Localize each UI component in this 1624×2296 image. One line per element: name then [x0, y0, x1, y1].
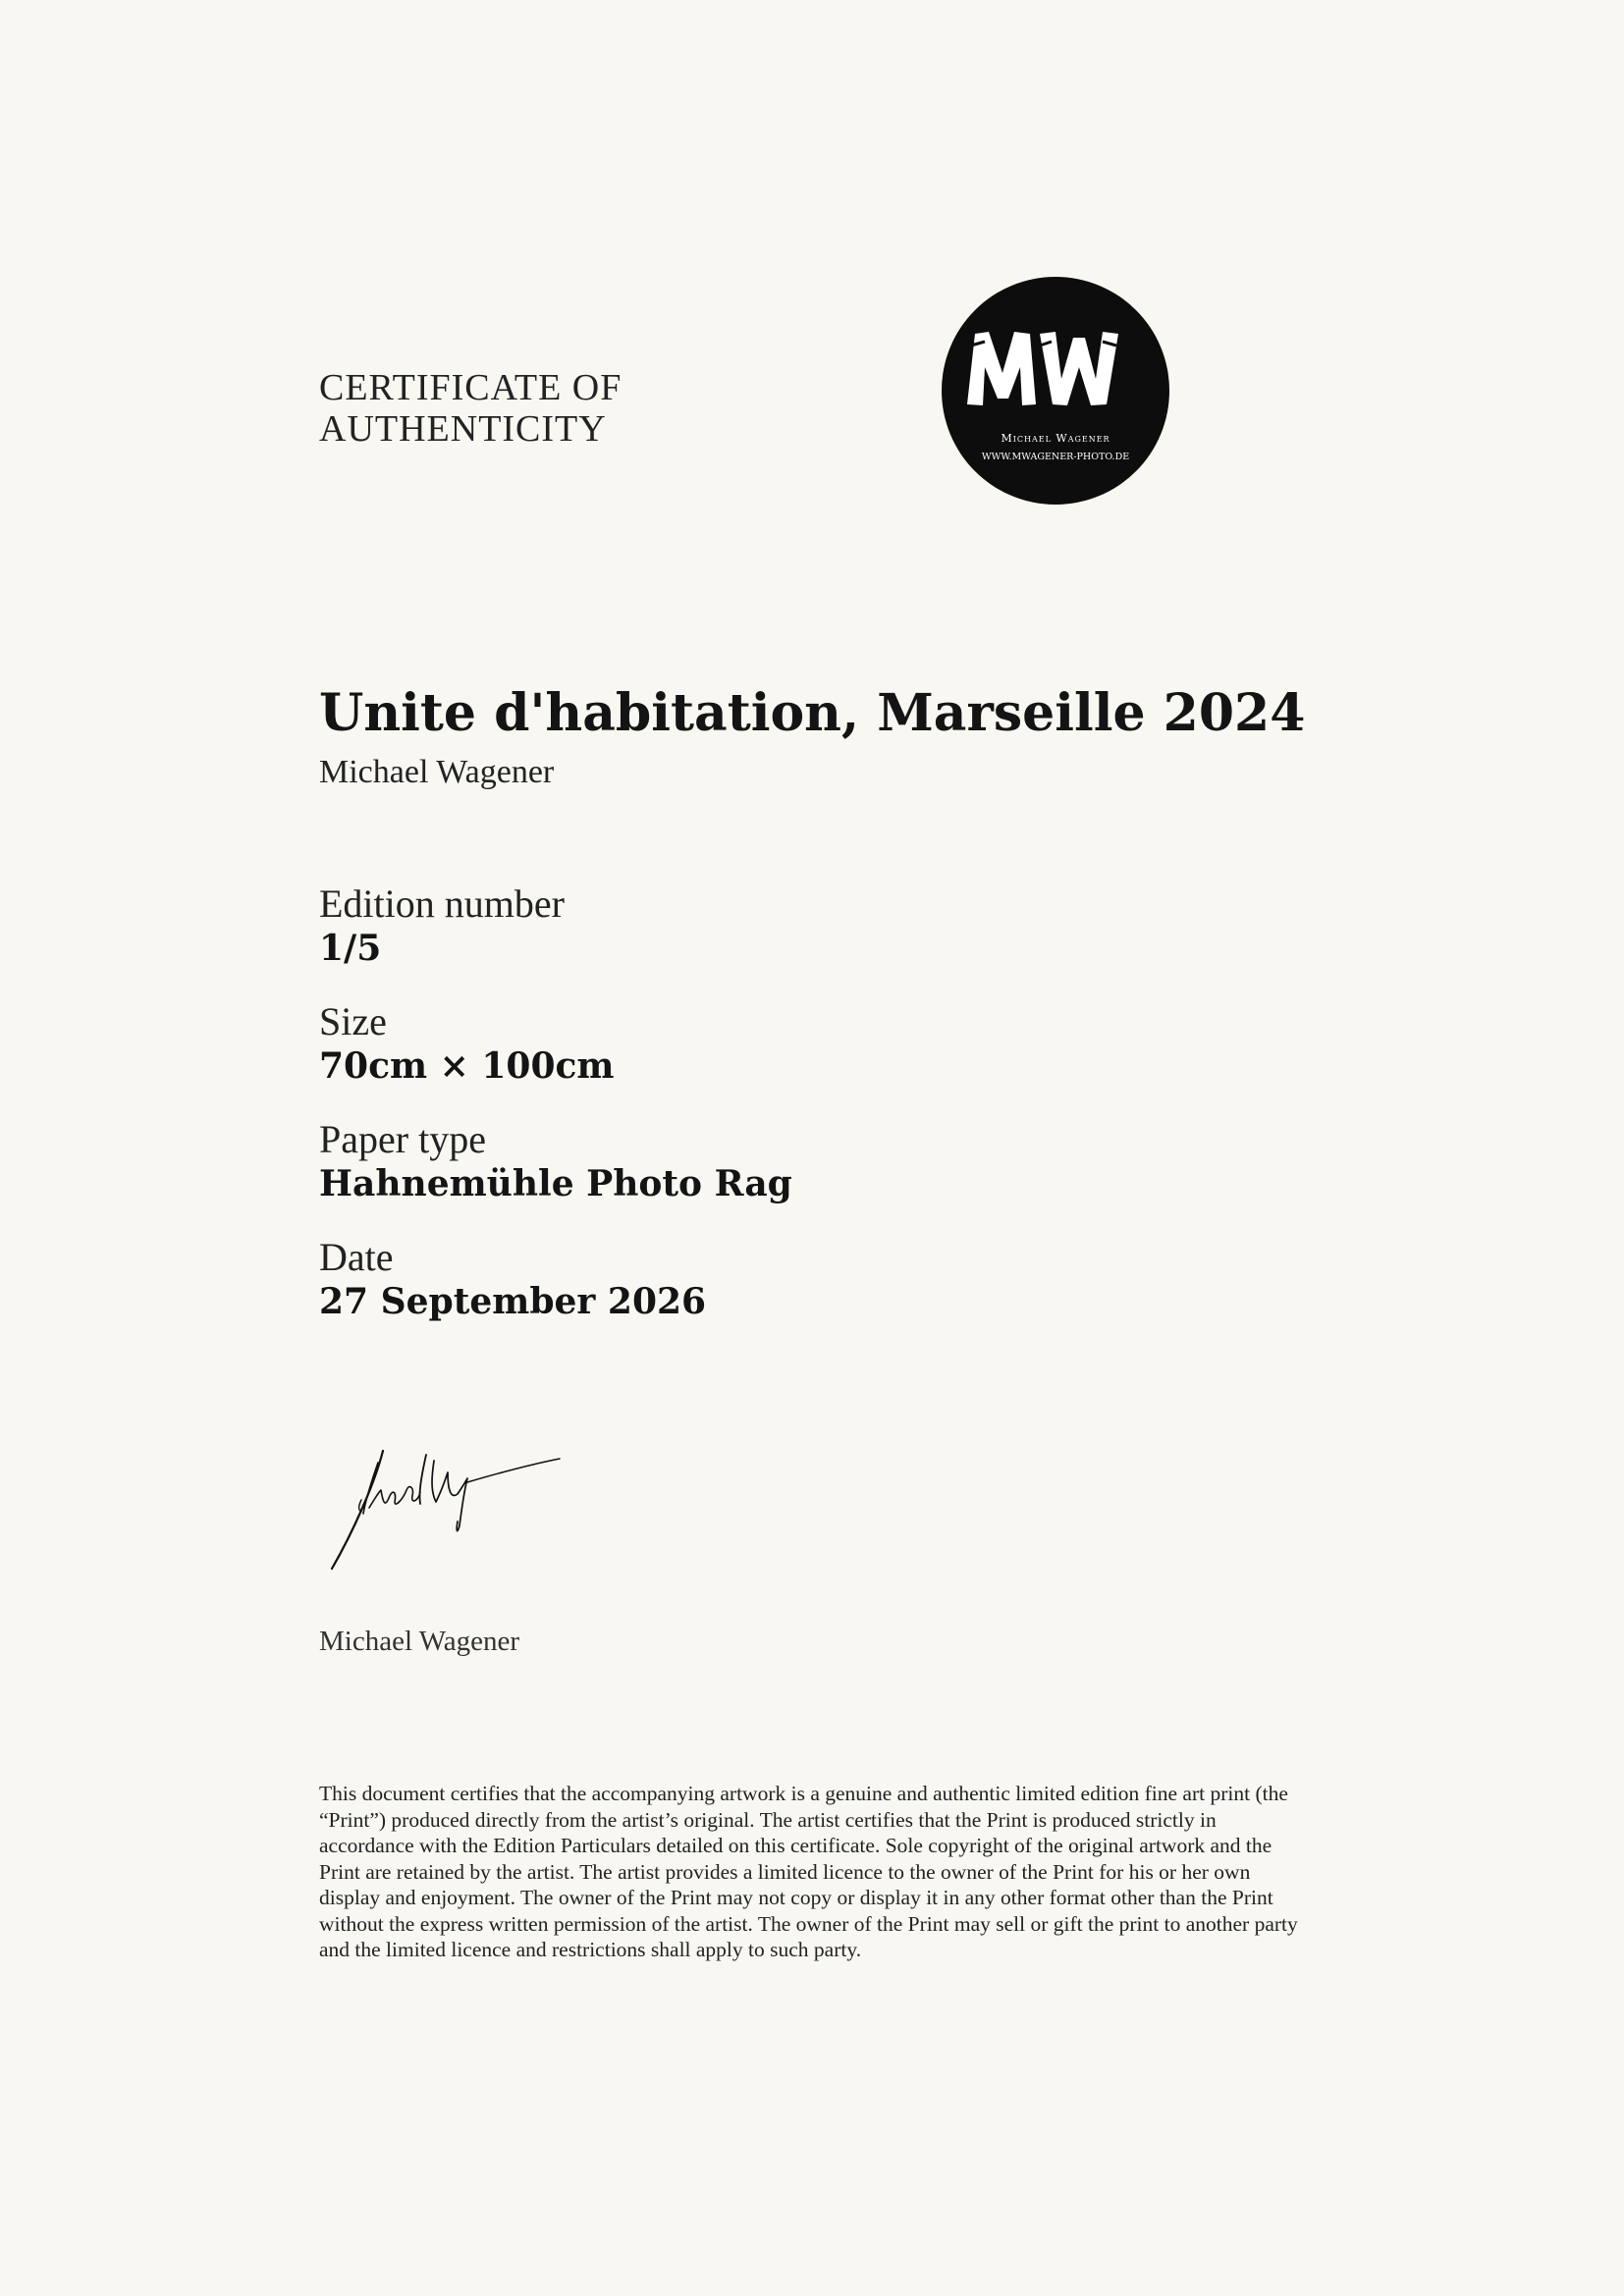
field-label: Size [319, 999, 387, 1043]
logo-name: Michael Wagener [1001, 432, 1110, 445]
field-label: Edition number [319, 881, 565, 926]
certificate-heading [319, 367, 622, 450]
artwork-artist: Michael Wagener [319, 754, 555, 790]
heading-line-1: CERTIFICATE OF [319, 367, 623, 408]
signature-icon [324, 1443, 569, 1571]
logo-website: www.mwagener-photo.de [981, 452, 1130, 462]
edition-details [319, 881, 792, 1353]
artwork-title: Unite d'habitation, Marseille 2024 [319, 683, 1306, 743]
field-paper-type [319, 1117, 792, 1205]
field-value: 1/5 [319, 928, 382, 969]
field-value: 70cm × 100cm [319, 1045, 615, 1087]
field-date [319, 1235, 792, 1323]
field-label: Date [319, 1235, 394, 1279]
field-edition-number [319, 881, 792, 970]
legal-text: This document certifies that the accompanying artwork is a genuine and authentic limited edition fine art print (the “Print”) produced directly from the artist’s original. The artist certifies that the Print is produced strictly in accordance with the Edition Particulars detailed on this certificate. Sole copyright of the original artwork and the Print are retained by the artist. The artist provides a limited licence to the owner of the Print for his or her own display and enjoyment. The owner of the Print may not copy or display it in any other format other than the Print without the express written permission of the artist. The owner of the Print may sell or gift the print to another party and the limited licence and restrictions shall apply to such party. [319, 1782, 1298, 1961]
heading-line-2: AUTHENTICITY [319, 408, 607, 450]
field-value: Hahnemühle Photo Rag [319, 1163, 792, 1204]
field-size [319, 999, 792, 1088]
signature-name: Michael Wagener [319, 1626, 520, 1657]
field-label: Paper type [319, 1117, 486, 1161]
field-value: 27 September 2026 [319, 1281, 707, 1322]
mw-logo-icon [942, 277, 1169, 505]
